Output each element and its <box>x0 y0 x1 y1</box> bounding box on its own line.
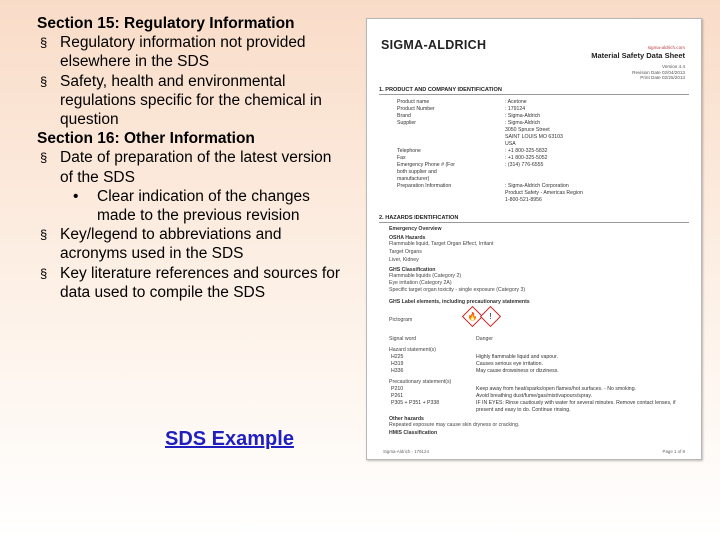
sds-example-link[interactable]: SDS Example <box>165 428 294 450</box>
product-row: Preparation Information : Sigma-Aldrich Corporation <box>397 183 569 189</box>
product-row: manufacturer) <box>397 176 430 182</box>
product-row: Emergency Phone # (For : (314) 776-6555 <box>397 162 544 168</box>
divider <box>379 222 689 223</box>
section-1-heading: 1. PRODUCT AND COMPANY IDENTIFICATION <box>379 87 502 93</box>
s16-sub-bullet: • Clear indication of the changes made to the previous revision <box>73 187 310 225</box>
precaution-row: present and easy to do. Continue rinsing. <box>476 407 571 413</box>
exclamation-pictogram-icon: ! <box>480 306 501 327</box>
product-row: Product Number : 179124 <box>397 106 526 112</box>
product-row: Fax : +1 800-325-5052 <box>397 155 548 161</box>
product-row: USA <box>505 141 516 147</box>
section-2-heading: 2. HAZARDS IDENTIFICATION <box>379 215 459 221</box>
hazard-heading: Hazard statement(s) <box>389 347 436 353</box>
sds-document-image: SIGMA-ALDRICH sigma-aldrich.com Material Safety Data Sheet Version 4.4 Revision Date 02/04/2013 Print Date 02/25/2013 1. PRODUCT AND COMPANY IDENTIFICATION Product name : Acetone Product Number : 179124 Brand : Sigma-Aldrich Supplier : Sigma-Aldrich 3050 Spruce Street SAINT LOUIS MO 63103 USA Telephone : +1 800-325-5832 Fax : +1 800-325-5052 Emergency Phone # (For : (314) 776-6555 both supplier and manufacturer) Preparation Information : Sigma-Aldrich Corporation Product Safety - Americas Region 1-800-521-8956 2. HAZARDS IDENTIFICATION Emergency Overview OSHA Hazards Flammable liquid, Target Organ Effect, Irritant Target Organs Liver, Kidney GHS Classification Flammable liquids (Category 2) Eye irritation (Category 2A) Specific target organ toxicity - single exposure (Category 3) GHS Label elements, including precautionary statements Pictogram 🔥 ! Signal word Danger Hazard statement(s) H225 Highly flammable liquid and vapour. H319 Causes serious eye irritation. H336 May cause drowsiness or dizziness. Precautionary statement(s) P210 Keep away from heat/sparks/open flames/hot surfaces. - No smoking. P261 Avoid breathing dust/fume/gas/mist/vapours/spray. P305 + P351 + P338 IF IN EYES: Rinse cautiously with water for several minutes. Remove contact lenses, if present and easy to do. Continue rinsing. Other hazards Repeated exposure may cause skin dryness or cracking. HMIS Classification Sigma-Aldrich - 179124 Page 1 of 8 <box>366 18 702 460</box>
slide-text-column <box>37 14 357 302</box>
precaution-row: P305 + P351 + P338 IF IN EYES: Rinse cautiously with water for several minutes. Remove contact lenses, if <box>391 400 676 406</box>
s16-bullet-1: § Date of preparation of the latest version of the SDS <box>40 149 332 186</box>
product-row: 3050 Spruce Street <box>505 127 550 133</box>
product-row: Supplier : Sigma-Aldrich <box>397 120 541 126</box>
precaution-row: P210 Keep away from heat/sparks/open flames/hot surfaces. - No smoking. <box>391 386 637 392</box>
square-bullet-icon: § <box>40 35 48 51</box>
square-bullet-icon: § <box>40 265 48 281</box>
s16-bullet-2: § Key/legend to abbreviations and acronyms used in the SDS <box>40 226 282 263</box>
product-row: both supplier and <box>397 169 437 175</box>
product-row: 1-800-521-8956 <box>505 197 542 203</box>
section-16-heading: Section 16: Other Information <box>37 130 255 148</box>
flame-pictogram-icon: 🔥 <box>462 306 483 327</box>
sigma-aldrich-logo: SIGMA-ALDRICH <box>381 38 487 52</box>
dot-bullet-icon: • <box>73 187 79 205</box>
product-row: Telephone : +1 800-325-5832 <box>397 148 548 154</box>
section-15-heading: Section 15: Regulatory Information <box>37 15 295 32</box>
product-row: Product name : Acetone <box>397 99 527 105</box>
divider <box>379 94 689 95</box>
square-bullet-icon: § <box>40 227 48 243</box>
product-row: Product Safety - Americas Region <box>505 190 583 196</box>
hazard-row: H225 Highly flammable liquid and vapour. <box>391 354 558 360</box>
signal-word-label: Signal word <box>389 336 417 342</box>
product-row: Brand : Sigma-Aldrich <box>397 113 541 119</box>
ghs-heading: GHS Classification <box>389 267 436 273</box>
other-hazards-text: Repeated exposure may cause skin dryness or cracking. <box>389 422 520 428</box>
s15-bullet-2: § Safety, health and environmental regulations specific for the chemical in question <box>40 72 322 129</box>
website-text: sigma-aldrich.com <box>647 45 685 50</box>
other-hazards-heading: Other hazards <box>389 416 424 422</box>
square-bullet-icon: § <box>40 73 48 89</box>
msds-title: Material Safety Data Sheet <box>591 51 685 60</box>
hazard-row: H336 May cause drowsiness or dizziness. <box>391 368 559 374</box>
ghs-label-heading: GHS Label elements, including precautionary statements <box>389 299 530 305</box>
s16-bullet-3: § Key literature references and sources for data used to compile the SDS <box>40 264 340 301</box>
emergency-overview: Emergency Overview <box>389 226 442 232</box>
osha-heading: OSHA Hazards <box>389 235 426 241</box>
pictogram-label: Pictogram <box>389 317 413 323</box>
s15-bullet-1: § Regulatory information not provided elsewhere in the SDS <box>40 34 306 71</box>
precaution-row: P261 Avoid breathing dust/fume/gas/mist/vapours/spray. <box>391 393 593 399</box>
version-block: Version 4.4 Revision Date 02/04/2013 Print Date 02/25/2013 <box>632 64 685 81</box>
square-bullet-icon: § <box>40 150 48 166</box>
product-row: SAINT LOUIS MO 63103 <box>505 134 563 140</box>
precaution-heading: Precautionary statement(s) <box>389 379 452 385</box>
document-footer: Sigma-Aldrich - 179124 Page 1 of 8 <box>383 449 685 454</box>
signal-word-value: Danger <box>476 336 494 342</box>
hmis-heading: HMIS Classification <box>389 430 438 436</box>
hazard-row: H319 Causes serious eye irritation. <box>391 361 543 367</box>
